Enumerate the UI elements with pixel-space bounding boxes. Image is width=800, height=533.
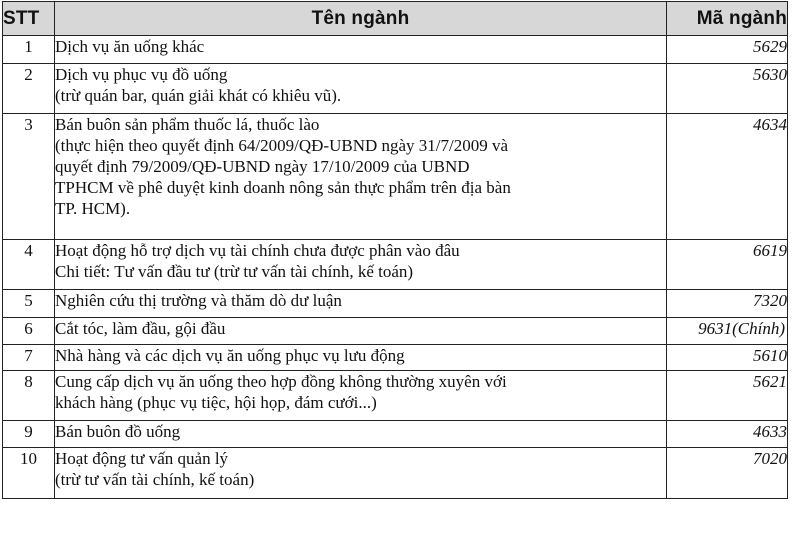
- table-row: [3, 64, 788, 114]
- table-body: [3, 36, 788, 499]
- row-number: 8: [3, 371, 55, 421]
- industry-code: 9631(Chính): [667, 318, 788, 345]
- industry-name-line: Nhà hàng và các dịch vụ ăn uống phục vụ lưu động: [55, 346, 405, 365]
- industry-name-line: Hoạt động tư vấn quản lý: [55, 449, 229, 468]
- row-number: 2: [3, 64, 55, 114]
- industry-name: [55, 345, 667, 371]
- industry-name-line: (thực hiện theo quyết định 64/2009/QĐ-UBND ngày 31/7/2009 và: [55, 136, 509, 155]
- industry-code: 5630: [667, 64, 788, 114]
- industry-name-line: (trừ quán bar, quán giải khát có khiêu vũ).: [55, 86, 342, 105]
- table-row: [3, 240, 788, 290]
- industry-name-line: Cung cấp dịch vụ ăn uống theo hợp đồng không thường xuyên với: [55, 372, 507, 391]
- table-row: [3, 448, 788, 499]
- industry-code: 5629: [667, 36, 788, 64]
- industry-name-line: TP. HCM).: [55, 199, 131, 218]
- table-row: [3, 36, 788, 64]
- industry-name-line: quyết định 79/2009/QĐ-UBND ngày 17/10/2009 của UBND: [55, 157, 470, 176]
- row-number: 7: [3, 345, 55, 371]
- row-number: 10: [3, 448, 55, 499]
- industry-name: [55, 371, 667, 421]
- row-number: 3: [3, 114, 55, 240]
- industry-name: [55, 448, 667, 499]
- industry-name: [55, 240, 667, 290]
- industry-name-line: Bán buôn sản phẩm thuốc lá, thuốc lào: [55, 115, 320, 134]
- table-row: [3, 290, 788, 318]
- table-row: [3, 114, 788, 240]
- industry-name-line: TPHCM về phê duyệt kinh doanh nông sản thực phẩm trên địa bàn: [55, 178, 511, 197]
- row-number: 1: [3, 36, 55, 64]
- industry-name-line: Dịch vụ ăn uống khác: [55, 37, 205, 56]
- industry-name: [55, 64, 667, 114]
- industry-name: [55, 290, 667, 318]
- industry-code: 4634: [667, 114, 788, 240]
- row-number: 4: [3, 240, 55, 290]
- industry-code: 5610: [667, 345, 788, 371]
- industry-code: 7320: [667, 290, 788, 318]
- industry-name-line: Nghiên cứu thị trường và thăm dò dư luận: [55, 291, 342, 310]
- industry-name: [55, 36, 667, 64]
- industry-code: 6619: [667, 240, 788, 290]
- table-row: [3, 345, 788, 371]
- row-number: 6: [3, 318, 55, 345]
- industry-name-line: Cắt tóc, làm đầu, gội đầu: [55, 319, 226, 338]
- header-industry-code: Mã ngành: [667, 2, 788, 36]
- row-number: 5: [3, 290, 55, 318]
- industry-name: [55, 318, 667, 345]
- industry-code: 4633: [667, 421, 788, 448]
- table-header-row: [3, 2, 788, 36]
- header-stt: STT: [3, 2, 55, 36]
- industry-name: [55, 114, 667, 240]
- industry-code: 5621: [667, 371, 788, 421]
- row-number: 9: [3, 421, 55, 448]
- industry-name: [55, 421, 667, 448]
- industry-name-line: khách hàng (phục vụ tiệc, hội họp, đám cưới...): [55, 393, 377, 412]
- industry-name-line: Bán buôn đồ uống: [55, 422, 181, 441]
- table-row: [3, 371, 788, 421]
- industry-name-line: Hoạt động hỗ trợ dịch vụ tài chính chưa được phân vào đâu: [55, 241, 460, 260]
- industry-code: 7020: [667, 448, 788, 499]
- industry-name-line: Dịch vụ phục vụ đồ uống: [55, 65, 228, 84]
- industry-name-line: Chi tiết: Tư vấn đầu tư (trừ tư vấn tài chính, kế toán): [55, 262, 414, 281]
- table-row: [3, 421, 788, 448]
- business-lines-table: [2, 1, 788, 499]
- table-row: [3, 318, 788, 345]
- industry-name-line: (trừ tư vấn tài chính, kế toán): [55, 470, 255, 489]
- header-industry-name: Tên ngành: [55, 2, 667, 36]
